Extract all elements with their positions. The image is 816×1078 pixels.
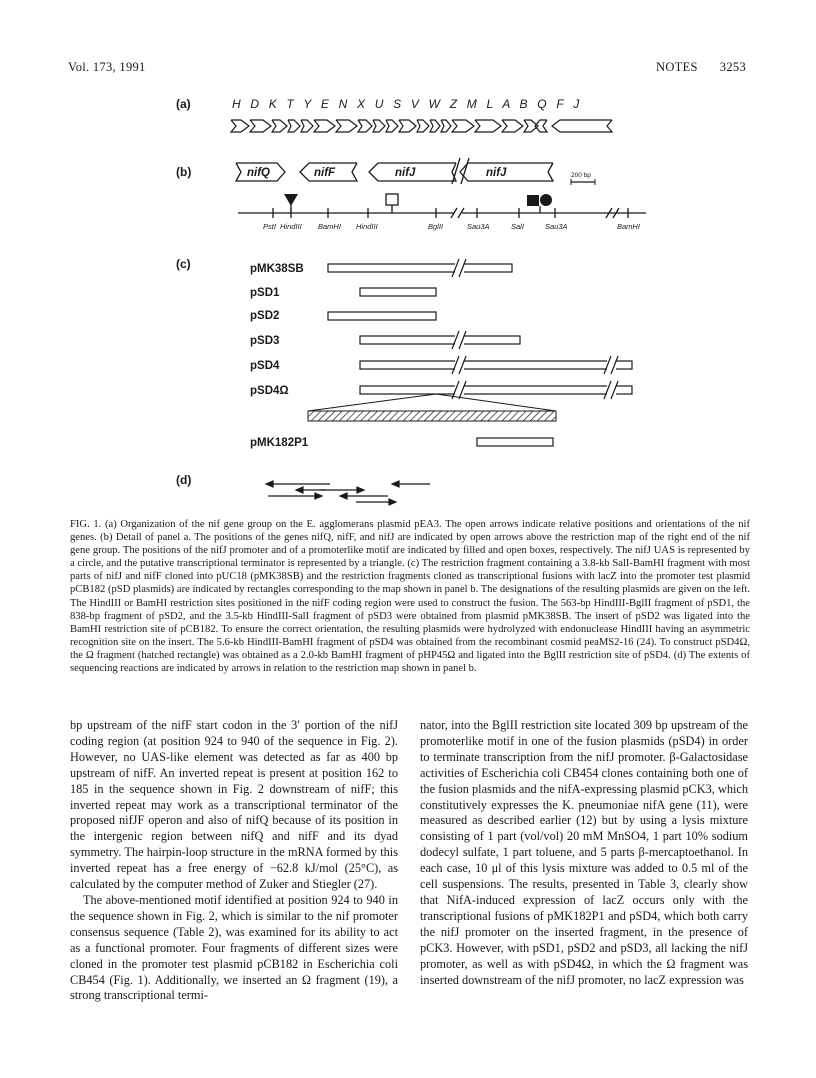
- running-header: [68, 60, 746, 80]
- plasmid-pMK38SB: pMK38SB: [250, 263, 304, 275]
- site-salI: SalI: [511, 222, 524, 231]
- caption-text: FIG. 1. (a) Organization of the nif gene group on the E. agglomerans plasmid pEA3. The open arrows indicate relative positions and orientations of the nif genes. (b) Detail of panel a. The positions of the genes nifQ, nifF, and nifJ are indicated by open arrows above the restriction map of the right end of the nif gene group. The positions of the nifJ promoter and of a promoterlike motif are indicated by filled and open boxes, respectively. The nifJ UAS is represented by a circle, and the putative transcriptional terminator is represented by a triangle. (c) The restriction fragment containing a 3.8-kb SalI-BamHI fragment with most parts of nifJ and nifF cloned into pUC18 (pMK38SB) and the restriction fragments cloned as transcriptional fusions with lacZ into the promoter test plasmid pCB182 (pSD plasmids) are indicated by rectangles corresponding to the map shown in panel b. The designations of the resulting plasmids are given on the left. The HindIII or BamHI restriction sites positioned in the nifF coding region were used to construct the fusion. The 563-bp HindIII-BglII fragment of pSD1, the 838-bp fragment of pSD2, and the 3.5-kb HindIII-SalI fragment of pSD3 were obtained from plasmid pMK38SB. The insert of pSD2 was ligated into the BamHI restriction site of pCB182. To ensure the correct orientation, the resulting plasmids were hydrolyzed with endonuclease HindIII having an asymmetric recognition site on the insert. The 5.6-kb HindIII-BamHI fragment of pSD4 was obtained from the recombinant cosmid peaMS2-16 (24). To construct pSD4Ω, the Ω fragment (hatched rectangle) was obtained as a 2.0-kb BamHI fragment of pHP45Ω and ligated into the BglII restriction site of pSD4. (d) The extents of sequencing reactions are indicated by arrows in relation to the restriction map shown in panel b.: [70, 519, 750, 675]
- figure-1: [0, 88, 816, 508]
- plasmid-pSD4: pSD4: [250, 360, 280, 372]
- left-paragraph-1: bp upstream of the nifF start codon in the 3′ portion of the nifJ coding region (at position 924 to 940 of the sequence in Fig. 2). However, no UAS-like element was detected as far as 400 bp upstream of nifF. An inverted repeat is present at position 162 to 185 in the sequence shown in Fig. 2 downstream of nifF; this inverted repeat may work as a transcriptional terminator of the proposed nifJF operon and also of nifQ because of its position in the intergenic region between nifQ and nifF and its dyad symmetry. The hairpin-loop structure in the mRNA formed by this inverted repeat has a free energy of −62.8 kJ/mol (25°C), as calculated by the computer method of Zuker and Stiegler (27).: [70, 718, 398, 892]
- omega-insert: [308, 394, 556, 421]
- gene-label-nifF: nifF: [314, 167, 336, 179]
- plasmid-pSD1: pSD1: [250, 287, 280, 299]
- fragment-breaks: [452, 259, 618, 399]
- left-paragraph-2: The above-mentioned motif identified at position 924 to 940 in the sequence shown in Fig. 2, which is similar to the nif promoter consensus sequence (Table 2), was examined for its ability to act as a functional promoter. Four fragments of different sizes were cloned in the promoter test plasmid pCB182 in Escherichia coli CB454 (Fig. 1). Additionally, we inserted an Ω fragment (19), a strong transcriptional termi-: [70, 892, 398, 1003]
- gene-letters: H D K T Y E N X U S V W Z M L A B Q F J: [232, 97, 583, 111]
- plasmid-labels: [250, 263, 309, 449]
- site-bamHI-2: BamHI: [617, 222, 640, 231]
- scale-bar-label: 200 bp: [571, 172, 591, 179]
- gene-label-nifJ-2: nifJ: [486, 167, 507, 179]
- gene-label-nifJ-1: nifJ: [395, 167, 416, 179]
- promoter-box: [527, 195, 539, 206]
- figure-caption: [70, 518, 750, 675]
- panel-label-b: (b): [176, 165, 192, 179]
- column-left: [70, 718, 398, 1004]
- sequencing-arrows: [266, 481, 430, 505]
- panel-label-a: (a): [176, 97, 191, 111]
- plasmid-pMK182P1: pMK182P1: [250, 437, 309, 449]
- terminator-triangle: [284, 194, 298, 206]
- plasmid-pSD4-omega: pSD4Ω: [250, 385, 289, 397]
- restriction-map: [238, 202, 646, 218]
- scale-bar: [571, 172, 595, 185]
- plasmid-pSD2: pSD2: [250, 310, 280, 322]
- site-pstI: PstI: [263, 222, 276, 231]
- page-number: 3253: [719, 60, 746, 74]
- gene-arrow-row: [231, 120, 612, 132]
- promoterlike-box: [386, 194, 398, 205]
- panel-label-d: (d): [176, 473, 192, 487]
- site-sau3a-2: Sau3A: [545, 222, 568, 231]
- section-name: NOTES: [656, 60, 698, 74]
- panel-label-c: (c): [176, 257, 191, 271]
- journal-volume: Vol. 173, 1991: [68, 60, 146, 74]
- site-bglII: BglII: [428, 222, 444, 231]
- site-hindIII-1: HindIII: [280, 222, 302, 231]
- uas-circle: [540, 194, 552, 206]
- gene-label-nifQ: nifQ: [247, 167, 270, 179]
- site-bamHI-1: BamHI: [318, 222, 341, 231]
- plasmid-pSD3: pSD3: [250, 335, 280, 347]
- right-paragraph-1: nator, into the BglII restriction site located 309 bp upstream of the promoterlike motif in one of the fusion plasmids (pSD4) in order to terminate transcription from the nifJ promoter. β-Galactosidase activities of Escherichia coli CB454 clones containing both one of the fusion plasmids and the nifA-expressing plasmid pCK3, which constitutively expresses the K. pneumoniae nifA gene (11), were measured as described earlier (12) but by using a lysis mixture consisting of 1 part (vol/vol) 20 mM MnSO4, 1 part 10% sodium dodecyl sulfate, 1 part toluene, and 5 parts β-mercaptoethanol. In each case, 10 μl of this lysis mixture was added to 0.5 ml of the cell suspensions. The results, presented in Table 3, clearly show that NifA-induced expression of lacZ occurs only with the transcriptional fusions of pMK182P1 and pSD4, which both carry the nifJ promoter on the inserted fragment, in the presence of pCK3. However, with pSD1, pSD2 and pSD3, all lacking the nifJ promoter, as well as with pSD4Ω, in which the Ω fragment was inserted downstream of the nifJ promoter, no lacZ expression was: [420, 718, 748, 987]
- site-sau3a-1: Sau3A: [467, 222, 490, 231]
- site-labels: [263, 222, 640, 231]
- column-right: [420, 718, 748, 988]
- site-hindIII-2: HindIII: [356, 222, 378, 231]
